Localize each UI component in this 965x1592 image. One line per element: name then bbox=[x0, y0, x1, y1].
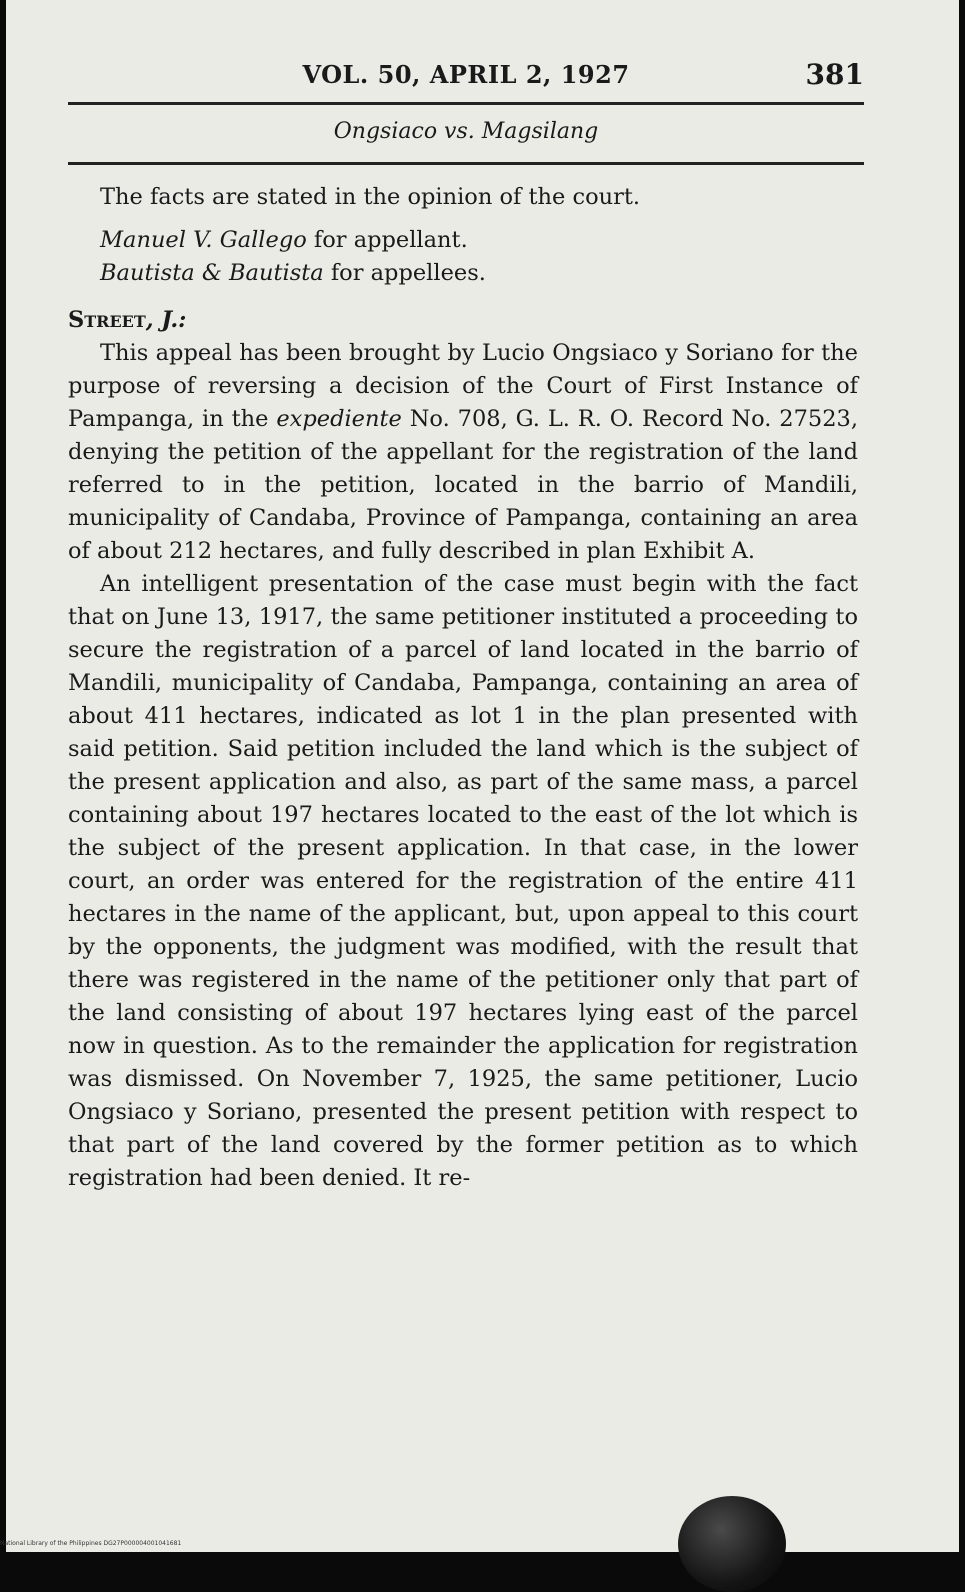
document-page bbox=[6, 0, 959, 1552]
author-name: Street bbox=[68, 307, 146, 333]
header-rule-bottom bbox=[68, 162, 864, 165]
opinion-paragraph-1 bbox=[68, 337, 858, 568]
page-number: 381 bbox=[805, 58, 864, 91]
volume-date-heading: VOL. 50, APRIL 2, 1927 bbox=[302, 60, 630, 89]
counsel-name: Manuel V. Gallego bbox=[100, 227, 307, 253]
header-rule-top bbox=[68, 102, 864, 105]
counsel-role: for appellant. bbox=[306, 227, 468, 253]
page-header bbox=[68, 60, 864, 100]
paragraph-text: This appeal has been brought by Lucio Ongsiaco y Soriano for the purpose of reversing a decision of the Court of First Instance of Pampanga, in the bbox=[68, 340, 858, 432]
scan-thumb-shadow bbox=[678, 1496, 786, 1592]
case-title: Ongsiaco vs. Magsilang bbox=[333, 119, 599, 144]
facts-statement: The facts are stated in the opinion of the court. bbox=[100, 184, 641, 210]
opinion-paragraph-2: An intelligent presentation of the case must begin with the fact that on June 13, 1917, the same petitioner instituted a proceeding to secure the registration of a parcel of land located in the barrio of Mandili, municipality of Candaba, Pampanga, containing an area of about 411 hectares, indicated as lot 1 in the plan presented with said petition. Said petition included the land which is the subject of the present application and also, as part of the same mass, a parcel containing about 197 hectares located to the east of the lot which is the subject of the present application. In that case, in the lower court, an order was entered for the registration of the entire 411 hectares in the name of the applicant, but, upon appeal to this court by the opponents, the judgment was modified, with the result that there was registered in the name of the petitioner only that part of the land consisting of about 197 hectares lying east of the parcel now in question. As to the remainder the application for registration was dismissed. On November 7, 1925, the same petitioner, Lucio Ongsiaco y Soriano, presented the present petition with respect to that part of the land covered by the former petition as to which registration had been denied. It re- bbox=[68, 571, 858, 1191]
page-body bbox=[68, 181, 858, 1195]
counsel-line-appellees bbox=[68, 257, 858, 290]
author-suffix: , J.: bbox=[145, 307, 187, 333]
italic-term: expediente bbox=[276, 406, 402, 432]
counsel-line-appellant bbox=[68, 224, 858, 257]
scan-footer-label: National Library of the Philippines DG27P000004001041681 bbox=[0, 1540, 182, 1547]
counsel-name: Bautista & Bautista bbox=[100, 260, 324, 286]
counsel-role: for appellees. bbox=[323, 260, 486, 286]
opinion-author bbox=[68, 304, 858, 337]
paragraph-text: No. 708, G. L. R. O. Record No. 27523, denying the petition of the appellant for the registration of the land referred to in the petition, located in the barrio of Mandili, municipality of Candaba, Province of Pampanga, containing an area of about 212 hectares, and fully described in plan Exhibit A. bbox=[68, 406, 858, 564]
